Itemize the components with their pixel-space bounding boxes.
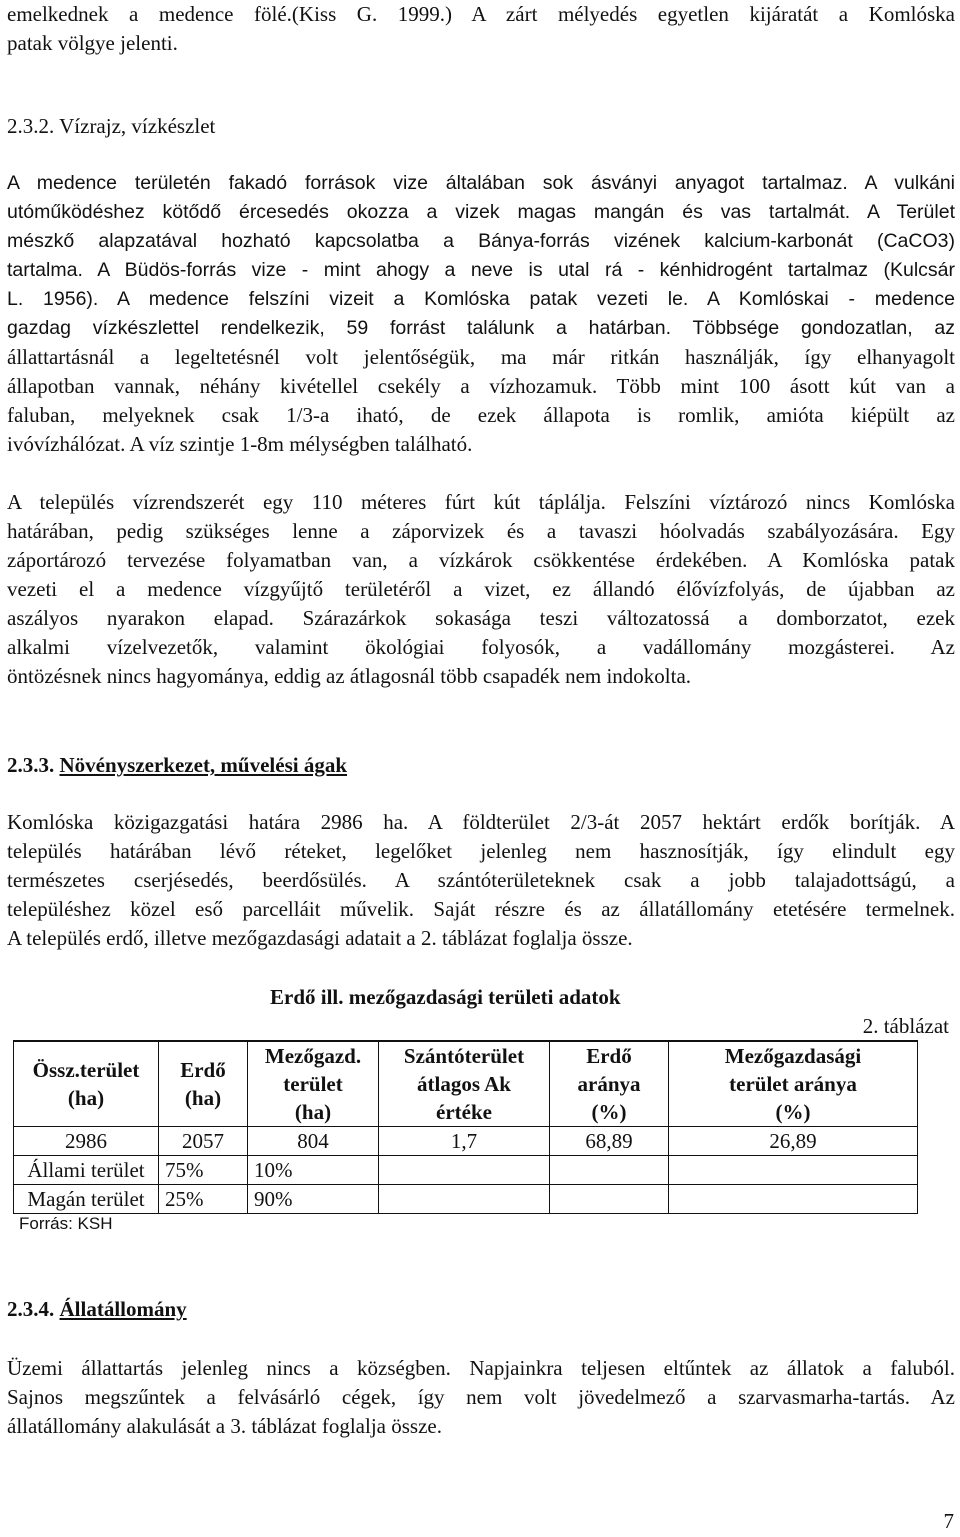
text-line: faluban, melyeknek csak 1/3-a iható, de ezek állapota is romlik, amióta kiépült az <box>7 403 955 427</box>
text-line: állattartásnál a legeltetésnél volt jelentőségük, ma már ritkán használják, így elhanyagolt <box>7 345 955 369</box>
table-cell: 26,89 <box>669 1127 918 1156</box>
text-line: A település vízrendszerét egy 110 méteres fúrt kút táplálja. Felszíni víztározó nincs Komlóska <box>7 490 955 514</box>
table-title: Erdő ill. mezőgazdasági területi adatok <box>270 985 621 1009</box>
table-cell: 804 <box>248 1127 379 1156</box>
paragraph-livestock <box>7 1354 955 1441</box>
text-line: vezeti el a medence vízgyűjtő területéről a vizet, ez állandó élővízfolyás, de újabban az <box>7 577 955 601</box>
text-line: alkalmi vízelvezetők, valamint ökológiai folyosók, a vadállomány mozgásterei. Az <box>7 635 955 659</box>
text-line: gazdag vízkészlettel rendelkezik, 59 forrást találunk a határban. Többsége gondozatlan, az <box>7 317 955 339</box>
text-line: állatállomány alakulását a 3. táblázat foglalja össze. <box>7 1414 442 1438</box>
table-cell <box>550 1156 669 1185</box>
intro-line-1: emelkednek a medence fölé.(Kiss G. 1999.) A zárt mélyedés egyetlen kijáratát a Komlóska <box>7 2 955 26</box>
text-line: tartalma. A Büdös-forrás vize - mint ahogy a neve is utal rá - kénhidrogént tartalmaz (Kulcsár <box>7 259 955 281</box>
section-heading-234 <box>7 1295 187 1324</box>
text-line: aszályos nyarakon elapad. Szárazárkok sokasága teszi változatossá a domborzatot, ezek <box>7 606 955 630</box>
table-header-row <box>14 1041 918 1127</box>
text-line: természetes cserjésedés, beerdősülés. A szántóterületeknek csak a jobb talajadottságú, a <box>7 868 955 892</box>
header-agri-area: Mezőgazd. terület (ha) <box>248 1041 379 1127</box>
table-cell: 10% <box>248 1156 379 1185</box>
heading-title: Növényszerkezet, művelési ágak <box>59 753 348 777</box>
heading-number: 2.3.3. <box>7 753 55 777</box>
table-cell <box>669 1185 918 1214</box>
section-heading-232: 2.3.2. Vízrajz, vízkészlet <box>7 114 216 138</box>
text-line: határában, pedig szükséges lenne a záporvizek és a tavaszi hóolvadás szabályozására. Egy <box>7 519 955 543</box>
text-line: záportározó tervezése folyamatban van, a vízkárok csökkentése érdekében. A Komlóska patak <box>7 548 955 572</box>
paragraph-vegetation <box>7 808 955 953</box>
table-cell <box>550 1185 669 1214</box>
text-line: település határában lévő réteket, legelőket jelenleg nem hasznosítják, így elindult egy <box>7 839 955 863</box>
section-heading-233 <box>7 751 347 780</box>
land-use-table <box>13 1040 918 1214</box>
heading-title: Állatállomány <box>59 1297 187 1321</box>
text-line: Sajnos megszűntek a felvásárló cégek, így nem volt jövedelmező a szarvasmarha-tartás. Az <box>7 1385 955 1409</box>
text-line: állapotban vannak, néhány kivétellel csekély a vízhozamuk. Több mint 100 ásott kút van a <box>7 374 955 398</box>
intro-line-2: patak völgye jelenti. <box>7 31 178 55</box>
text-line: A medence területén fakadó források vize általában sok ásványi anyagot tartalmaz. A vulkáni <box>7 172 955 194</box>
table-cell: Állami terület <box>14 1156 159 1185</box>
paragraph-hydrology-2 <box>7 488 955 691</box>
header-forest-ratio: Erdő aránya (%) <box>550 1041 669 1127</box>
text-line: öntözésnek nincs hagyománya, eddig az átlagosnál több csapadék nem indokolta. <box>7 664 692 688</box>
table-cell: 90% <box>248 1185 379 1214</box>
header-total-area: Össz.terület (ha) <box>14 1041 159 1127</box>
text-line: mészkő alapzatával hozható kapcsolatba a Bánya-forrás vizének kalcium-karbonát (CaCO3) <box>7 230 955 252</box>
paragraph-hydrology-1 <box>7 169 955 459</box>
table-cell: 1,7 <box>379 1127 550 1156</box>
table-row <box>14 1185 918 1214</box>
text-line: Komlóska közigazgatási határa 2986 ha. A földterület 2/3-át 2057 hektárt erdők borítják. A <box>7 810 955 834</box>
table-cell: Magán terület <box>14 1185 159 1214</box>
table-cell <box>379 1185 550 1214</box>
table-cell: 75% <box>159 1156 248 1185</box>
text-line: Üzemi állattartás jelenleg nincs a községben. Napjainkra teljesen eltűntek az állatok a faluból. <box>7 1356 955 1380</box>
text-line: A település erdő, illetve mezőgazdasági adatait a 2. táblázat foglalja össze. <box>7 926 633 950</box>
header-arable-ak: Szántóterület átlagos Ak értéke <box>379 1041 550 1127</box>
table-source: Forrás: KSH <box>19 1214 113 1233</box>
page-number: 7 <box>943 1509 954 1533</box>
table-cell <box>669 1156 918 1185</box>
text-line: településhez közel eső parcelláit művelik. Saját részre és az állatállomány etetésére termelnek. <box>7 897 955 921</box>
table-number: 2. táblázat <box>862 1014 949 1038</box>
text-line: L. 1956). A medence felszíni vizeit a Komlóska patak vezeti le. A Komlóskai - medence <box>7 288 955 310</box>
table-row <box>14 1156 918 1185</box>
header-agri-ratio: Mezőgazdasági terület aránya (%) <box>669 1041 918 1127</box>
text-line: ivóvízhálózat. A víz szintje 1-8m mélységben található. <box>7 432 473 456</box>
table-cell: 25% <box>159 1185 248 1214</box>
table-cell: 68,89 <box>550 1127 669 1156</box>
heading-number: 2.3.4. <box>7 1297 55 1321</box>
table-cell <box>379 1156 550 1185</box>
text-line: utóműködéshez kötődő ércesedés okozza a vizek magas mangán és vas tartalmát. A Terület <box>7 201 955 223</box>
table-cell: 2057 <box>159 1127 248 1156</box>
table-row <box>14 1127 918 1156</box>
table-cell: 2986 <box>14 1127 159 1156</box>
header-forest: Erdő (ha) <box>159 1041 248 1127</box>
